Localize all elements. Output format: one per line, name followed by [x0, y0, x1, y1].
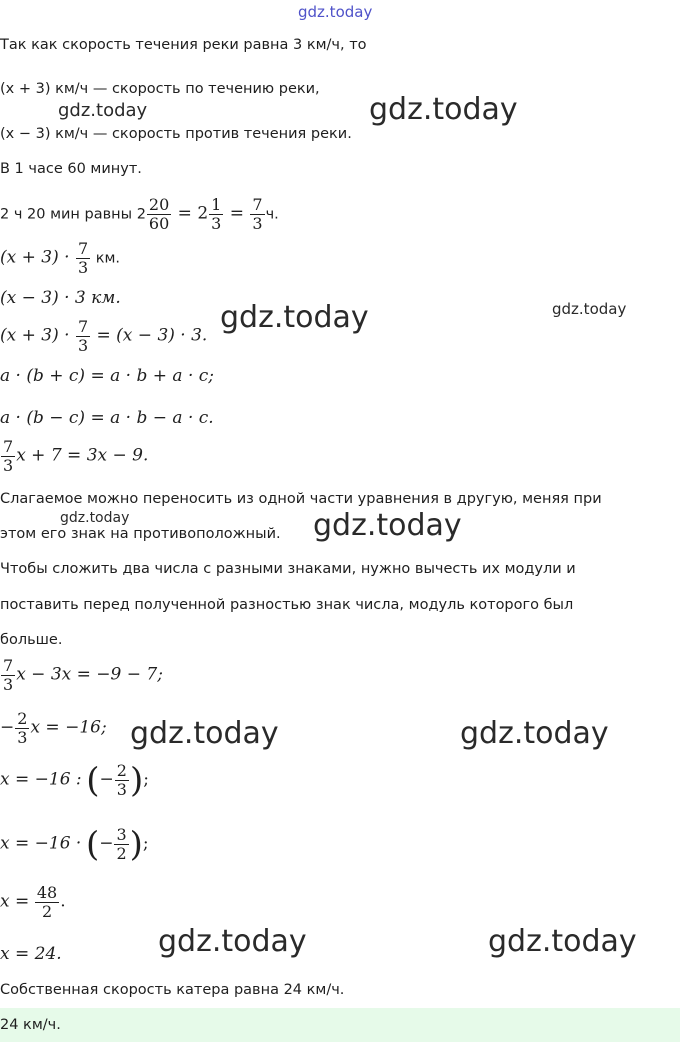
downstream-line: (x + 3) км/ч — скорость по течению реки,: [0, 81, 320, 97]
result-line: x = 24.: [0, 944, 62, 964]
step-mul-line: x = −16 · (− $\frac{3}{2}$ );: [0, 824, 149, 865]
time-prefix: 2 ч 20 мин равны 2: [0, 206, 146, 223]
step1-line: $\frac{7}{3}$ x − 3x = −9 − 7;: [3, 656, 163, 694]
step2-line: − $\frac{2}{3}$ x = −16;: [0, 709, 107, 747]
fraction-20-60: $\frac{20}{60}$: [148, 195, 170, 233]
time-line: 2 ч 20 мин равны 2 $\frac{20}{60}$ = 2 $\frac{1}{3}$ = $\frac{7}{3}$ ч.: [0, 195, 279, 233]
fraction-7-3-d: $\frac{7}{3}$: [3, 437, 14, 475]
intro-line: Так как скорость течения реки равна 3 км/ч, то: [0, 37, 367, 53]
answer-text: 24 км/ч.: [0, 1017, 61, 1033]
watermark: gdz.today: [460, 716, 609, 751]
step-frac-line: x = $\frac{48}{2}$ .: [0, 883, 66, 921]
fraction-1-3: $\frac{1}{3}$: [211, 195, 222, 233]
watermark: gdz.today: [158, 924, 307, 959]
dist-up-line: (x − 3) · 3 км.: [0, 288, 121, 308]
fraction-48-2: $\frac{48}{2}$: [36, 883, 58, 921]
answer-box: [0, 1008, 680, 1042]
rule-distributive-plus: a · (b + c) = a · b + a · c;: [0, 366, 214, 386]
watermark: gdz.today: [488, 924, 637, 959]
upstream-line: (x − 3) км/ч — скорость против течения реки.: [0, 126, 352, 142]
header-watermark: gdz.today: [298, 3, 373, 21]
fraction-2-3: $\frac{2}{3}$: [17, 709, 28, 747]
fraction-7-3-c: $\frac{7}{3}$: [77, 317, 89, 355]
dist-down-line: (x + 3) · $\frac{7}{3}$ км.: [0, 239, 121, 277]
rule-sum-line-1: Чтобы сложить два числа с разными знаками, нужно вычесть их модули и: [0, 561, 576, 577]
watermark: gdz.today: [58, 100, 148, 121]
watermark: gdz.today: [313, 508, 462, 543]
fraction-7-3-b: $\frac{7}{3}$: [77, 239, 89, 277]
time-suffix: ч.: [265, 206, 279, 223]
watermark: gdz.today: [130, 716, 279, 751]
fraction-7-3: $\frac{7}{3}$: [252, 195, 263, 233]
watermark: gdz.today: [552, 300, 627, 318]
conclusion-line: Собственная скорость катера равна 24 км/ч.: [0, 982, 345, 998]
equation-line: (x + 3) · $\frac{7}{3}$ = (x − 3) · 3.: [0, 317, 208, 355]
rule-distributive-minus: a · (b − c) = a · b − a · c.: [0, 408, 214, 428]
watermark: gdz.today: [369, 92, 518, 127]
watermark: gdz.today: [220, 300, 369, 335]
fraction-7-3-e: $\frac{7}{3}$: [3, 656, 14, 694]
expanded-equation-line: $\frac{7}{3}$ x + 7 = 3x − 9.: [3, 437, 149, 475]
rule-sum-line-3: больше.: [0, 632, 63, 648]
rule-sum-line-2: поставить перед полученной разностью знак числа, модуль которого был: [0, 597, 574, 613]
minutes-line: В 1 часе 60 минут.: [0, 161, 142, 177]
fraction-3-2: $\frac{3}{2}$: [116, 825, 127, 863]
step-div-line: x = −16 : (− $\frac{2}{3}$ );: [0, 760, 149, 801]
watermark: gdz.today: [60, 510, 130, 526]
fraction-2-3-b: $\frac{2}{3}$: [116, 761, 127, 799]
rule-transfer-line-1: Слагаемое можно переносить из одной части уравнения в другую, меняя при: [0, 491, 602, 507]
rule-transfer-line-2: этом его знак на противоположный.: [0, 526, 281, 542]
